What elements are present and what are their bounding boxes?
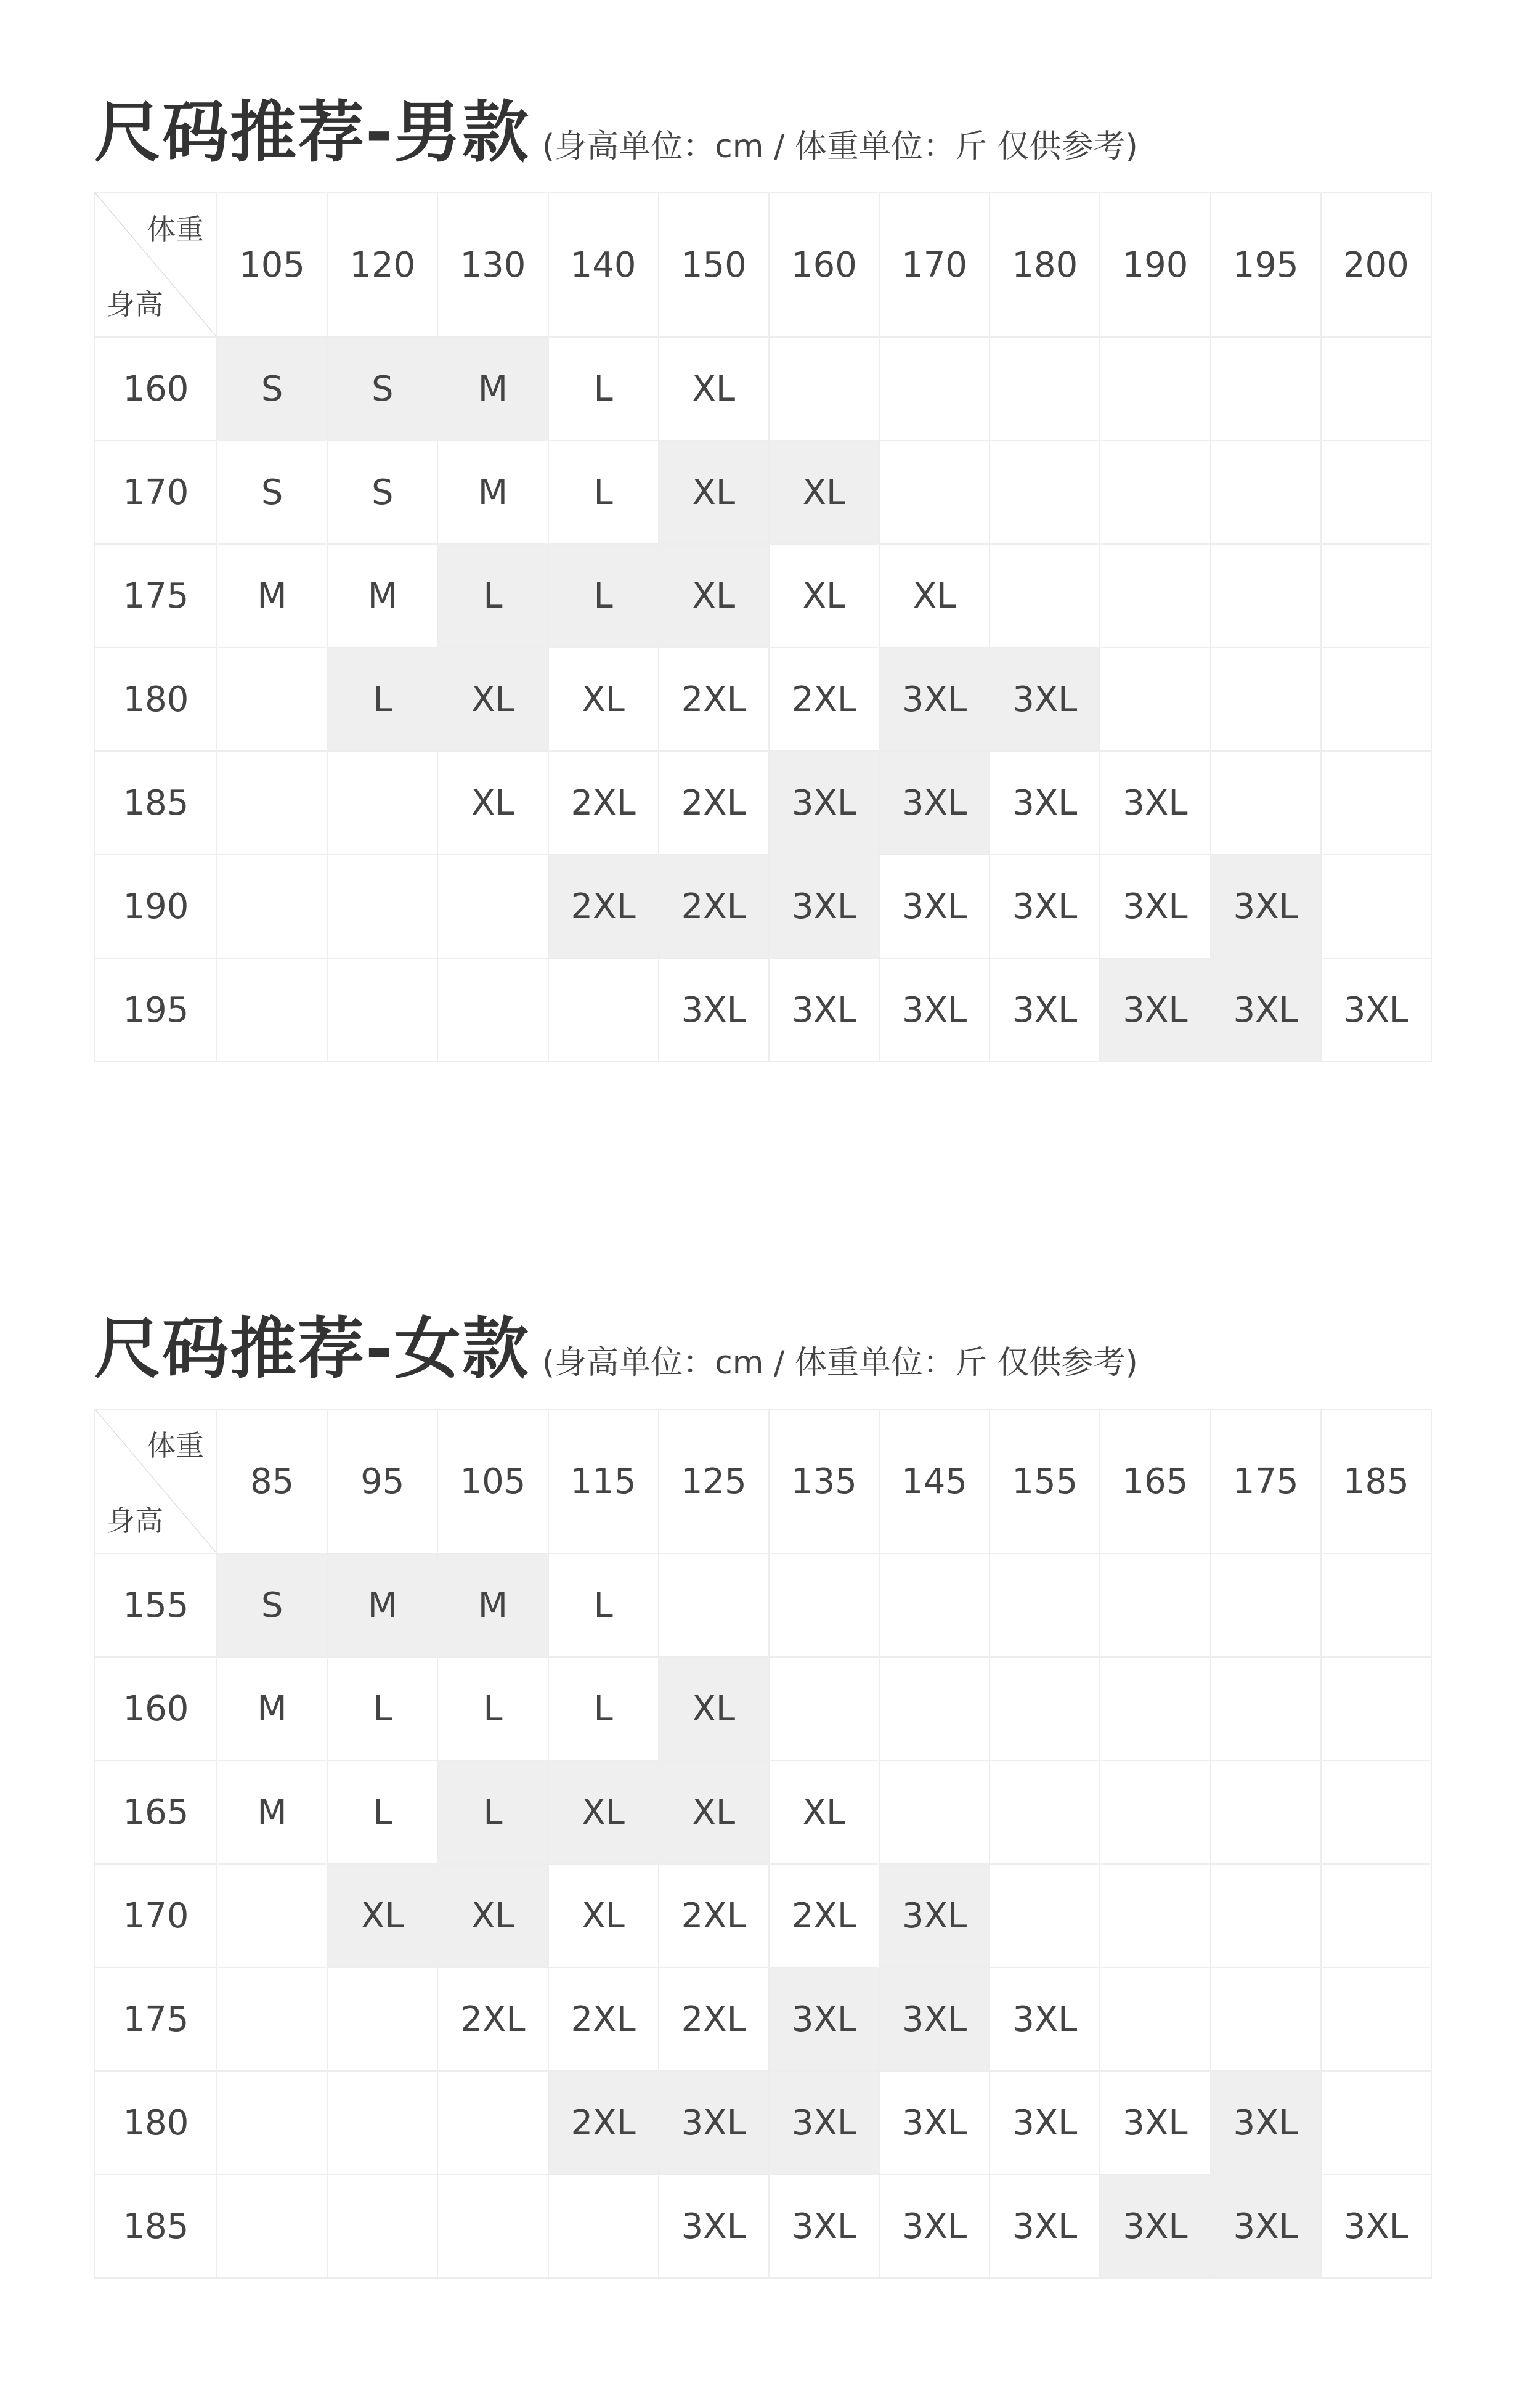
size-cell: 2XL — [769, 648, 879, 751]
size-cell: M — [327, 544, 437, 648]
table-row — [95, 2071, 1431, 2174]
table-row — [95, 1657, 1431, 1760]
mens-size-table-body — [95, 193, 1431, 1062]
height-header-cell: 155 — [95, 1553, 217, 1657]
size-cell — [327, 855, 437, 958]
size-cell: 2XL — [769, 1864, 879, 1967]
size-cell — [1211, 751, 1321, 855]
size-cell — [1321, 544, 1431, 648]
size-cell: 3XL — [879, 855, 990, 958]
weight-header-cell: 85 — [217, 1409, 327, 1553]
size-cell — [1211, 1864, 1321, 1967]
height-header-cell: 185 — [95, 2174, 217, 2278]
size-cell — [1100, 648, 1210, 751]
size-cell: 2XL — [659, 751, 769, 855]
womens-section-subtitle: (身高单位：cm / 体重单位：斤 仅供参考) — [542, 1344, 1138, 1381]
weight-header-cell: 155 — [990, 1409, 1100, 1553]
size-cell — [437, 958, 548, 1062]
size-cell: 3XL — [659, 2174, 769, 2278]
size-cell: 3XL — [659, 2071, 769, 2174]
size-cell — [1321, 1760, 1431, 1864]
womens-size-table — [94, 1409, 1432, 2279]
size-cell: M — [327, 1553, 437, 1657]
table-row — [95, 441, 1431, 544]
size-cell: 3XL — [990, 2174, 1100, 2278]
size-cell: XL — [659, 1657, 769, 1760]
size-cell: S — [327, 337, 437, 441]
height-header-cell: 180 — [95, 648, 217, 751]
size-cell — [217, 751, 327, 855]
mens-header-row — [95, 193, 1431, 337]
weight-header-cell: 115 — [548, 1409, 659, 1553]
womens-size-table-body — [95, 1409, 1431, 2278]
corner-height-label: 身高 — [107, 288, 163, 321]
mens-title-row — [94, 74, 1138, 171]
size-cell — [769, 1657, 879, 1760]
size-cell: 3XL — [1321, 2174, 1431, 2278]
size-cell: XL — [659, 441, 769, 544]
size-cell: L — [327, 648, 437, 751]
weight-header-cell: 120 — [327, 193, 437, 337]
size-cell: 3XL — [1100, 855, 1210, 958]
weight-header-cell: 185 — [1321, 1409, 1431, 1553]
table-row — [95, 751, 1431, 855]
size-cell: 2XL — [548, 855, 659, 958]
size-cell: 3XL — [990, 2071, 1100, 2174]
size-cell: M — [437, 441, 548, 544]
size-cell: L — [437, 1657, 548, 1760]
size-cell: M — [217, 1760, 327, 1864]
size-cell — [1321, 1553, 1431, 1657]
womens-corner-cell — [95, 1409, 217, 1553]
size-cell — [217, 648, 327, 751]
weight-header-cell: 200 — [1321, 193, 1431, 337]
size-cell: S — [217, 1553, 327, 1657]
mens-section-subtitle: (身高单位：cm / 体重单位：斤 仅供参考) — [542, 128, 1138, 165]
size-cell: M — [437, 337, 548, 441]
size-cell — [217, 1967, 327, 2071]
size-cell: XL — [879, 544, 990, 648]
weight-header-cell: 180 — [990, 193, 1100, 337]
size-cell: 3XL — [879, 751, 990, 855]
womens-section-title: 尺码推荐-女款 — [94, 1311, 530, 1388]
height-header-cell: 195 — [95, 958, 217, 1062]
table-row — [95, 1864, 1431, 1967]
size-cell: XL — [327, 1864, 437, 1967]
height-header-cell: 185 — [95, 751, 217, 855]
size-cell: L — [548, 1657, 659, 1760]
size-cell: XL — [548, 1864, 659, 1967]
size-cell: XL — [437, 1864, 548, 1967]
size-cell — [437, 855, 548, 958]
size-cell: XL — [659, 337, 769, 441]
size-cell — [1100, 1657, 1210, 1760]
size-cell — [1100, 1967, 1210, 2071]
womens-title-row — [94, 1290, 1138, 1388]
size-cell: 3XL — [990, 855, 1100, 958]
size-cell — [1211, 1553, 1321, 1657]
size-cell: M — [217, 1657, 327, 1760]
size-cell — [437, 2071, 548, 2174]
size-cell — [548, 2174, 659, 2278]
size-cell: 3XL — [1211, 855, 1321, 958]
size-cell — [990, 1657, 1100, 1760]
size-cell: 3XL — [1211, 958, 1321, 1062]
height-header-cell: 175 — [95, 544, 217, 648]
size-cell: L — [327, 1760, 437, 1864]
height-header-cell: 160 — [95, 337, 217, 441]
height-header-cell: 170 — [95, 1864, 217, 1967]
size-cell: 2XL — [548, 1967, 659, 2071]
size-cell: XL — [548, 648, 659, 751]
size-cell: 2XL — [659, 648, 769, 751]
size-cell — [879, 441, 990, 544]
size-cell — [327, 751, 437, 855]
size-cell: 3XL — [879, 1967, 990, 2071]
corner-weight-label: 体重 — [147, 1429, 204, 1462]
mens-section-title: 尺码推荐-男款 — [94, 94, 530, 171]
size-cell: XL — [659, 1760, 769, 1864]
size-cell: 2XL — [659, 1967, 769, 2071]
size-cell: 3XL — [769, 958, 879, 1062]
size-cell — [1321, 751, 1431, 855]
size-cell: 2XL — [437, 1967, 548, 2071]
size-cell: 3XL — [1100, 958, 1210, 1062]
size-cell — [1211, 1657, 1321, 1760]
size-cell — [327, 2071, 437, 2174]
size-cell: L — [437, 544, 548, 648]
height-header-cell: 190 — [95, 855, 217, 958]
weight-header-cell: 165 — [1100, 1409, 1210, 1553]
table-row — [95, 2174, 1431, 2278]
size-cell: 3XL — [990, 751, 1100, 855]
size-cell — [1321, 648, 1431, 751]
size-cell: L — [548, 441, 659, 544]
size-cell: 3XL — [879, 1864, 990, 1967]
size-cell — [1211, 1967, 1321, 2071]
size-cell: 3XL — [769, 1967, 879, 2071]
size-cell — [327, 2174, 437, 2278]
size-cell — [1321, 441, 1431, 544]
size-cell: 3XL — [1100, 2174, 1210, 2278]
size-cell — [327, 1967, 437, 2071]
size-cell — [1100, 1864, 1210, 1967]
height-header-cell: 180 — [95, 2071, 217, 2174]
height-header-cell: 160 — [95, 1657, 217, 1760]
table-row — [95, 544, 1431, 648]
size-cell — [1321, 1864, 1431, 1967]
size-cell: L — [437, 1760, 548, 1864]
corner-height-label: 身高 — [107, 1504, 163, 1537]
size-cell: S — [327, 441, 437, 544]
size-cell — [1321, 337, 1431, 441]
weight-header-cell: 135 — [769, 1409, 879, 1553]
size-cell — [1211, 337, 1321, 441]
weight-header-cell: 195 — [1211, 193, 1321, 337]
size-cell — [1211, 544, 1321, 648]
table-row — [95, 1553, 1431, 1657]
size-cell — [769, 1553, 879, 1657]
size-cell: 3XL — [1100, 751, 1210, 855]
size-cell: L — [548, 1553, 659, 1657]
table-row — [95, 337, 1431, 441]
size-cell: XL — [437, 751, 548, 855]
size-cell — [990, 441, 1100, 544]
weight-header-cell: 105 — [217, 193, 327, 337]
size-cell — [1321, 2071, 1431, 2174]
size-cell — [879, 1760, 990, 1864]
table-row — [95, 958, 1431, 1062]
size-cell: 3XL — [879, 648, 990, 751]
size-cell: L — [548, 337, 659, 441]
size-cell — [1100, 1760, 1210, 1864]
size-cell — [990, 1760, 1100, 1864]
weight-header-cell: 150 — [659, 193, 769, 337]
weight-header-cell: 140 — [548, 193, 659, 337]
size-cell: 3XL — [659, 958, 769, 1062]
size-cell: XL — [769, 1760, 879, 1864]
size-cell: S — [217, 337, 327, 441]
size-cell: XL — [659, 544, 769, 648]
size-cell: M — [437, 1553, 548, 1657]
size-cell: 2XL — [548, 751, 659, 855]
size-cell — [990, 544, 1100, 648]
size-cell — [217, 1864, 327, 1967]
size-cell: 3XL — [1211, 2174, 1321, 2278]
size-cell — [1211, 648, 1321, 751]
size-cell: 3XL — [769, 855, 879, 958]
size-cell — [437, 2174, 548, 2278]
size-cell: XL — [769, 544, 879, 648]
size-cell: M — [217, 544, 327, 648]
size-cell: 3XL — [1100, 2071, 1210, 2174]
size-cell — [1100, 441, 1210, 544]
height-header-cell: 170 — [95, 441, 217, 544]
size-cell: 3XL — [879, 958, 990, 1062]
weight-header-cell: 130 — [437, 193, 548, 337]
size-cell: 3XL — [1321, 958, 1431, 1062]
weight-header-cell: 175 — [1211, 1409, 1321, 1553]
size-cell: L — [548, 544, 659, 648]
size-cell — [548, 958, 659, 1062]
size-cell: XL — [437, 648, 548, 751]
size-cell — [879, 1553, 990, 1657]
weight-header-cell: 190 — [1100, 193, 1210, 337]
size-cell: 3XL — [1211, 2071, 1321, 2174]
table-row — [95, 648, 1431, 751]
size-cell: 3XL — [879, 2174, 990, 2278]
size-cell — [1100, 544, 1210, 648]
size-cell — [217, 855, 327, 958]
size-cell — [1100, 1553, 1210, 1657]
size-cell — [659, 1553, 769, 1657]
height-header-cell: 165 — [95, 1760, 217, 1864]
size-cell: S — [217, 441, 327, 544]
size-cell — [217, 2174, 327, 2278]
table-row — [95, 1760, 1431, 1864]
mens-size-table — [94, 192, 1432, 1062]
weight-header-cell: 125 — [659, 1409, 769, 1553]
weight-header-cell: 145 — [879, 1409, 990, 1553]
size-cell — [990, 1553, 1100, 1657]
size-cell — [769, 337, 879, 441]
size-cell: 3XL — [769, 2071, 879, 2174]
size-cell: 2XL — [659, 1864, 769, 1967]
womens-header-row — [95, 1409, 1431, 1553]
size-cell — [217, 958, 327, 1062]
size-cell — [217, 2071, 327, 2174]
size-cell: 3XL — [769, 2174, 879, 2278]
size-cell: 2XL — [659, 855, 769, 958]
size-cell: 3XL — [769, 751, 879, 855]
weight-header-cell: 95 — [327, 1409, 437, 1553]
size-cell: L — [327, 1657, 437, 1760]
size-cell — [1321, 1657, 1431, 1760]
size-cell — [879, 337, 990, 441]
table-row — [95, 855, 1431, 958]
height-header-cell: 175 — [95, 1967, 217, 2071]
size-cell: 3XL — [990, 958, 1100, 1062]
mens-corner-cell — [95, 193, 217, 337]
weight-header-cell: 170 — [879, 193, 990, 337]
size-cell: 2XL — [548, 2071, 659, 2174]
size-cell — [1321, 855, 1431, 958]
size-cell — [879, 1657, 990, 1760]
size-cell: XL — [548, 1760, 659, 1864]
weight-header-cell: 160 — [769, 193, 879, 337]
size-cell — [1321, 1967, 1431, 2071]
size-cell: 3XL — [879, 2071, 990, 2174]
weight-header-cell: 105 — [437, 1409, 548, 1553]
corner-weight-label: 体重 — [147, 213, 204, 246]
size-cell: 3XL — [990, 1967, 1100, 2071]
table-row — [95, 1967, 1431, 2071]
size-cell — [1211, 441, 1321, 544]
size-cell — [1211, 1760, 1321, 1864]
size-cell — [990, 337, 1100, 441]
size-cell: XL — [769, 441, 879, 544]
size-cell — [990, 1864, 1100, 1967]
size-cell — [1100, 337, 1210, 441]
size-cell: 3XL — [990, 648, 1100, 751]
size-cell — [327, 958, 437, 1062]
